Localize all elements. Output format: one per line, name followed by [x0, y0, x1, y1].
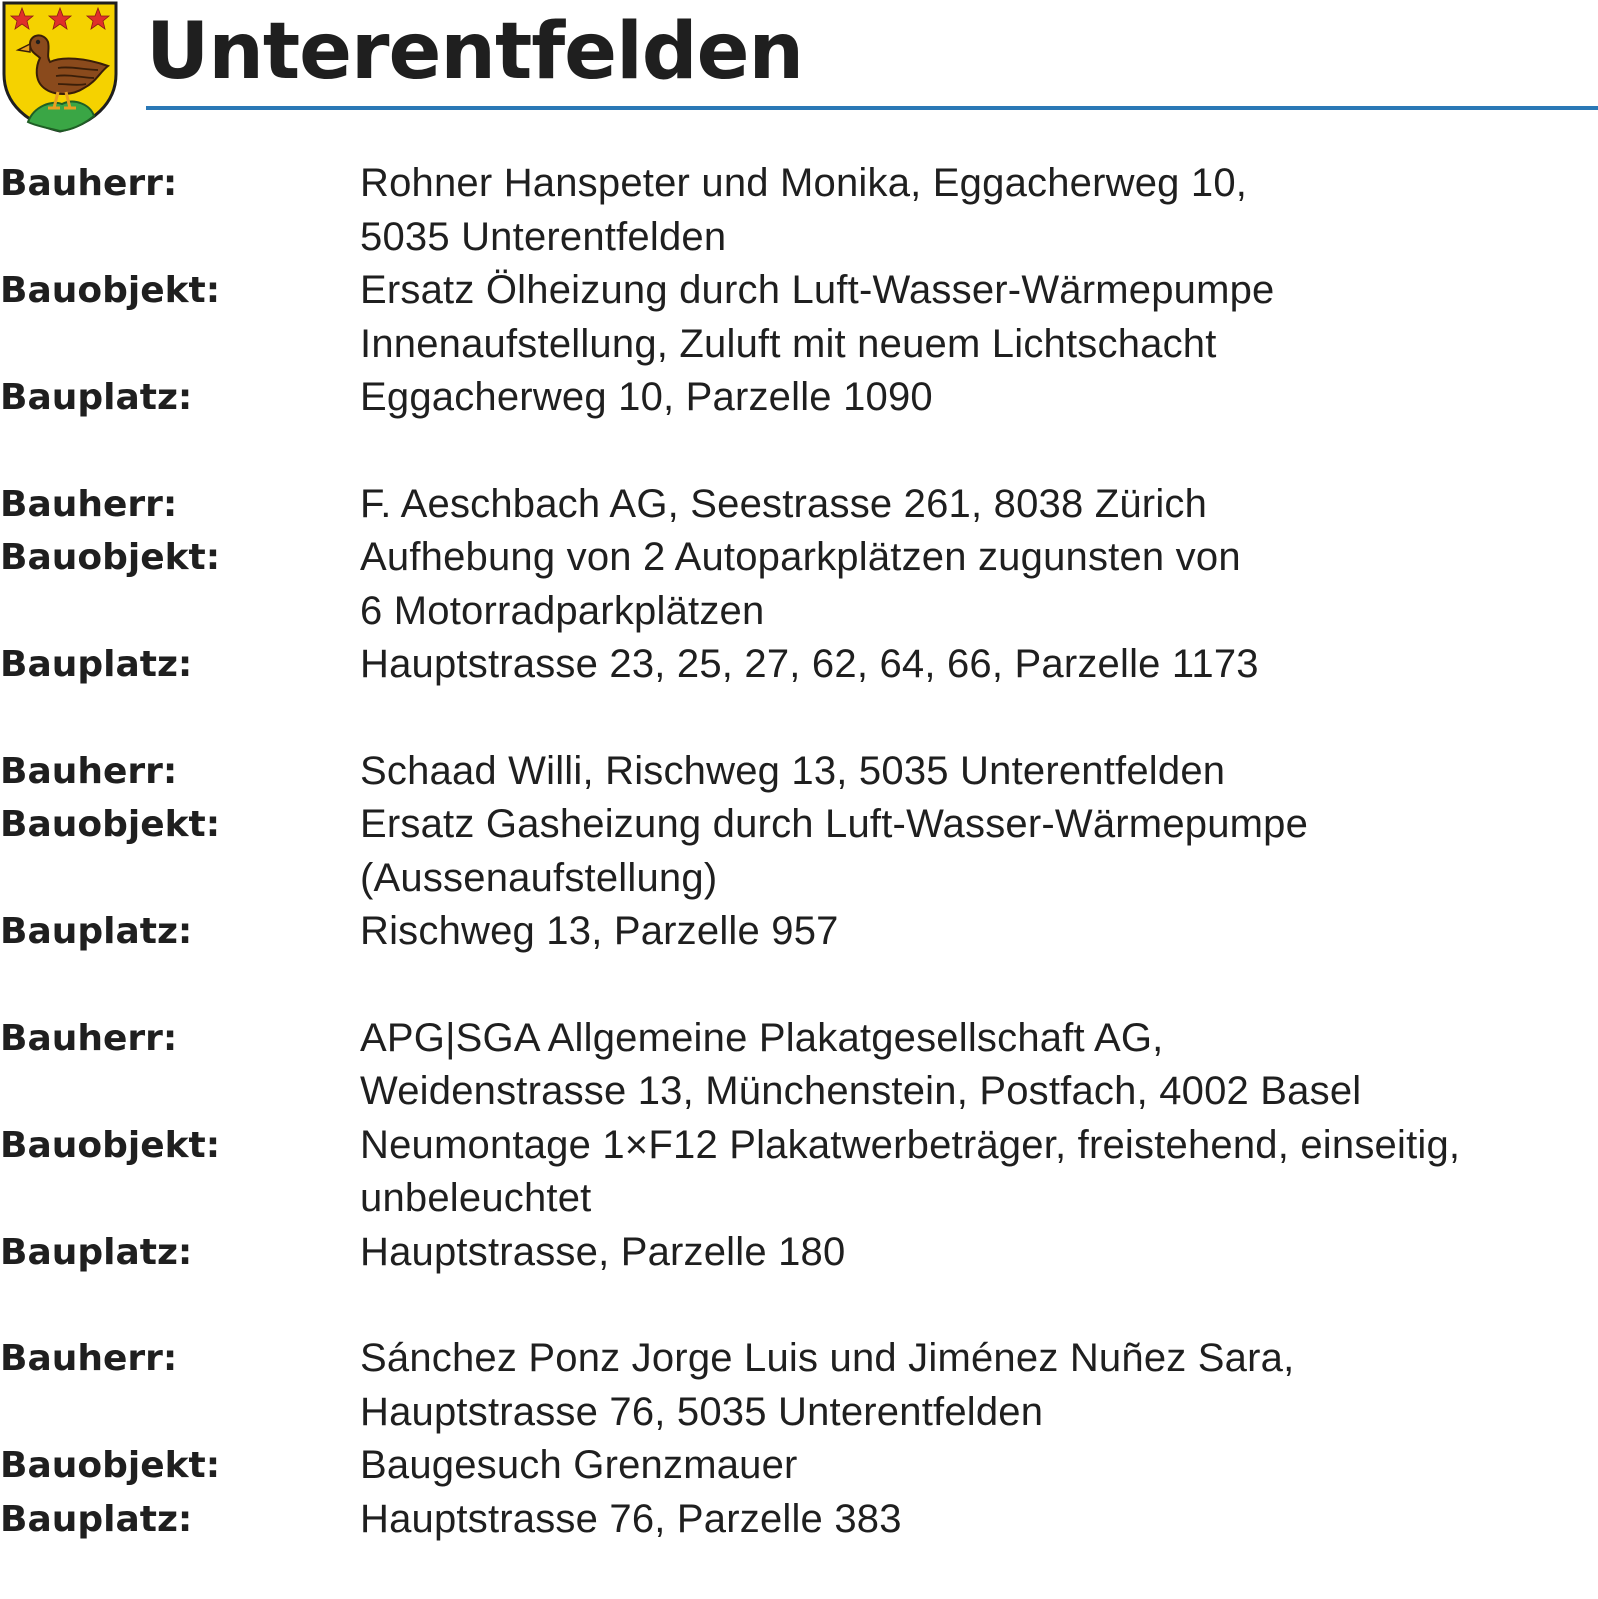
- application-entry: [0, 1012, 1598, 1280]
- application-entry: [0, 478, 1598, 692]
- value-line: Schaad Willi, Rischweg 13, 5035 Unterentfelden: [360, 748, 1226, 793]
- value-line: Innenaufstellung, Zuluft mit neuem Lichtschacht: [360, 321, 1217, 366]
- bauherr-row: [0, 1332, 1598, 1439]
- bauherr-row: [0, 1012, 1598, 1119]
- application-entry: [0, 745, 1598, 959]
- bauobjekt-value: [360, 798, 1598, 905]
- bauobjekt-row: [0, 264, 1598, 371]
- bauplatz-label: Bauplatz:: [0, 911, 193, 952]
- value-line: F. Aeschbach AG, Seestrasse 261, 8038 Zürich: [360, 481, 1208, 526]
- header: [0, 0, 1598, 140]
- value-line: Hauptstrasse, Parzelle 180: [360, 1229, 846, 1274]
- bauherr-row: [0, 745, 1598, 799]
- value-line: Aufhebung von 2 Autoparkplätzen zugunsten von: [360, 535, 1241, 579]
- application-entry: [0, 1332, 1598, 1546]
- value-line: Baugesuch Grenzmauer: [360, 1443, 798, 1487]
- bauplatz-value: [360, 905, 1598, 959]
- bauobjekt-label: Bauobjekt:: [0, 537, 221, 578]
- value-line: Hauptstrasse 76, Parzelle 383: [360, 1496, 902, 1541]
- bauplatz-value: [360, 371, 1598, 425]
- value-line: Ersatz Gasheizung durch Luft-Wasser-Wärmepumpe: [360, 802, 1309, 846]
- application-entry: [0, 157, 1598, 425]
- bauobjekt-row: [0, 1119, 1598, 1226]
- bauherr-label: Bauherr:: [0, 1017, 178, 1059]
- bauplatz-label: Bauplatz:: [0, 644, 193, 685]
- value-line: unbeleuchtet: [360, 1176, 592, 1220]
- value-line: Eggacherweg 10, Parzelle 1090: [360, 375, 933, 419]
- bauobjekt-row: [0, 798, 1598, 905]
- bauplatz-label: Bauplatz:: [0, 377, 193, 418]
- building-applications-list: [0, 157, 1598, 1599]
- bauplatz-row: [0, 1493, 1598, 1547]
- bauherr-value: [360, 745, 1598, 799]
- bauobjekt-label: Bauobjekt:: [0, 270, 221, 311]
- bauobjekt-value: [360, 1119, 1598, 1226]
- value-line: Sánchez Ponz Jorge Luis und Jiménez Nuñez Sara,: [360, 1336, 1295, 1380]
- bauherr-value: [360, 157, 1598, 264]
- value-line: (Aussenaufstellung): [360, 855, 718, 900]
- bauplatz-value: [360, 638, 1598, 692]
- value-line: Hauptstrasse 76, 5035 Unterentfelden: [360, 1389, 1044, 1434]
- bauplatz-row: [0, 371, 1598, 425]
- bauobjekt-label: Bauobjekt:: [0, 1445, 221, 1486]
- bauherr-label: Bauherr:: [0, 163, 178, 204]
- value-line: Rohner Hanspeter und Monika, Eggacherweg 10,: [360, 161, 1248, 205]
- bauplatz-row: [0, 638, 1598, 692]
- bauplatz-value: [360, 1226, 1598, 1280]
- value-line: Weidenstrasse 13, Münchenstein, Postfach, 4002 Basel: [360, 1069, 1362, 1113]
- value-line: Rischweg 13, Parzelle 957: [360, 909, 839, 953]
- bauherr-value: [360, 1332, 1598, 1439]
- bauobjekt-row: [0, 531, 1598, 638]
- bauplatz-row: [0, 905, 1598, 959]
- bauobjekt-row: [0, 1439, 1598, 1493]
- value-line: Ersatz Ölheizung durch Luft-Wasser-Wärmepumpe: [360, 268, 1275, 312]
- bauplatz-row: [0, 1226, 1598, 1280]
- bauherr-label: Bauherr:: [0, 750, 178, 792]
- bauobjekt-value: [360, 1439, 1598, 1493]
- value-line: 5035 Unterentfelden: [360, 214, 727, 259]
- coat-of-arms-icon: [0, 0, 120, 134]
- bauobjekt-label: Bauobjekt:: [0, 804, 221, 845]
- value-line: Hauptstrasse 23, 25, 27, 62, 64, 66, Parzelle 1173: [360, 642, 1259, 686]
- value-line: Neumontage 1×F12 Plakatwerbeträger, freistehend, einseitig,: [360, 1122, 1461, 1167]
- bauherr-label: Bauherr:: [0, 483, 178, 525]
- bauplatz-label: Bauplatz:: [0, 1498, 193, 1540]
- bauobjekt-value: [360, 264, 1598, 371]
- bauherr-value: [360, 1012, 1598, 1119]
- bauplatz-value: [360, 1493, 1598, 1547]
- bauplatz-label: Bauplatz:: [0, 1231, 193, 1273]
- page-title: Unterentfelden: [146, 7, 804, 97]
- bauherr-value: [360, 478, 1598, 532]
- bauherr-row: [0, 157, 1598, 264]
- title-underline: [146, 106, 1598, 110]
- bauherr-label: Bauherr:: [0, 1338, 178, 1379]
- bauobjekt-value: [360, 531, 1598, 638]
- bauherr-row: [0, 478, 1598, 532]
- bauobjekt-label: Bauobjekt:: [0, 1124, 221, 1166]
- value-line: 6 Motorradparkplätzen: [360, 588, 765, 633]
- value-line: APG|SGA Allgemeine Plakatgesellschaft AG,: [360, 1015, 1164, 1060]
